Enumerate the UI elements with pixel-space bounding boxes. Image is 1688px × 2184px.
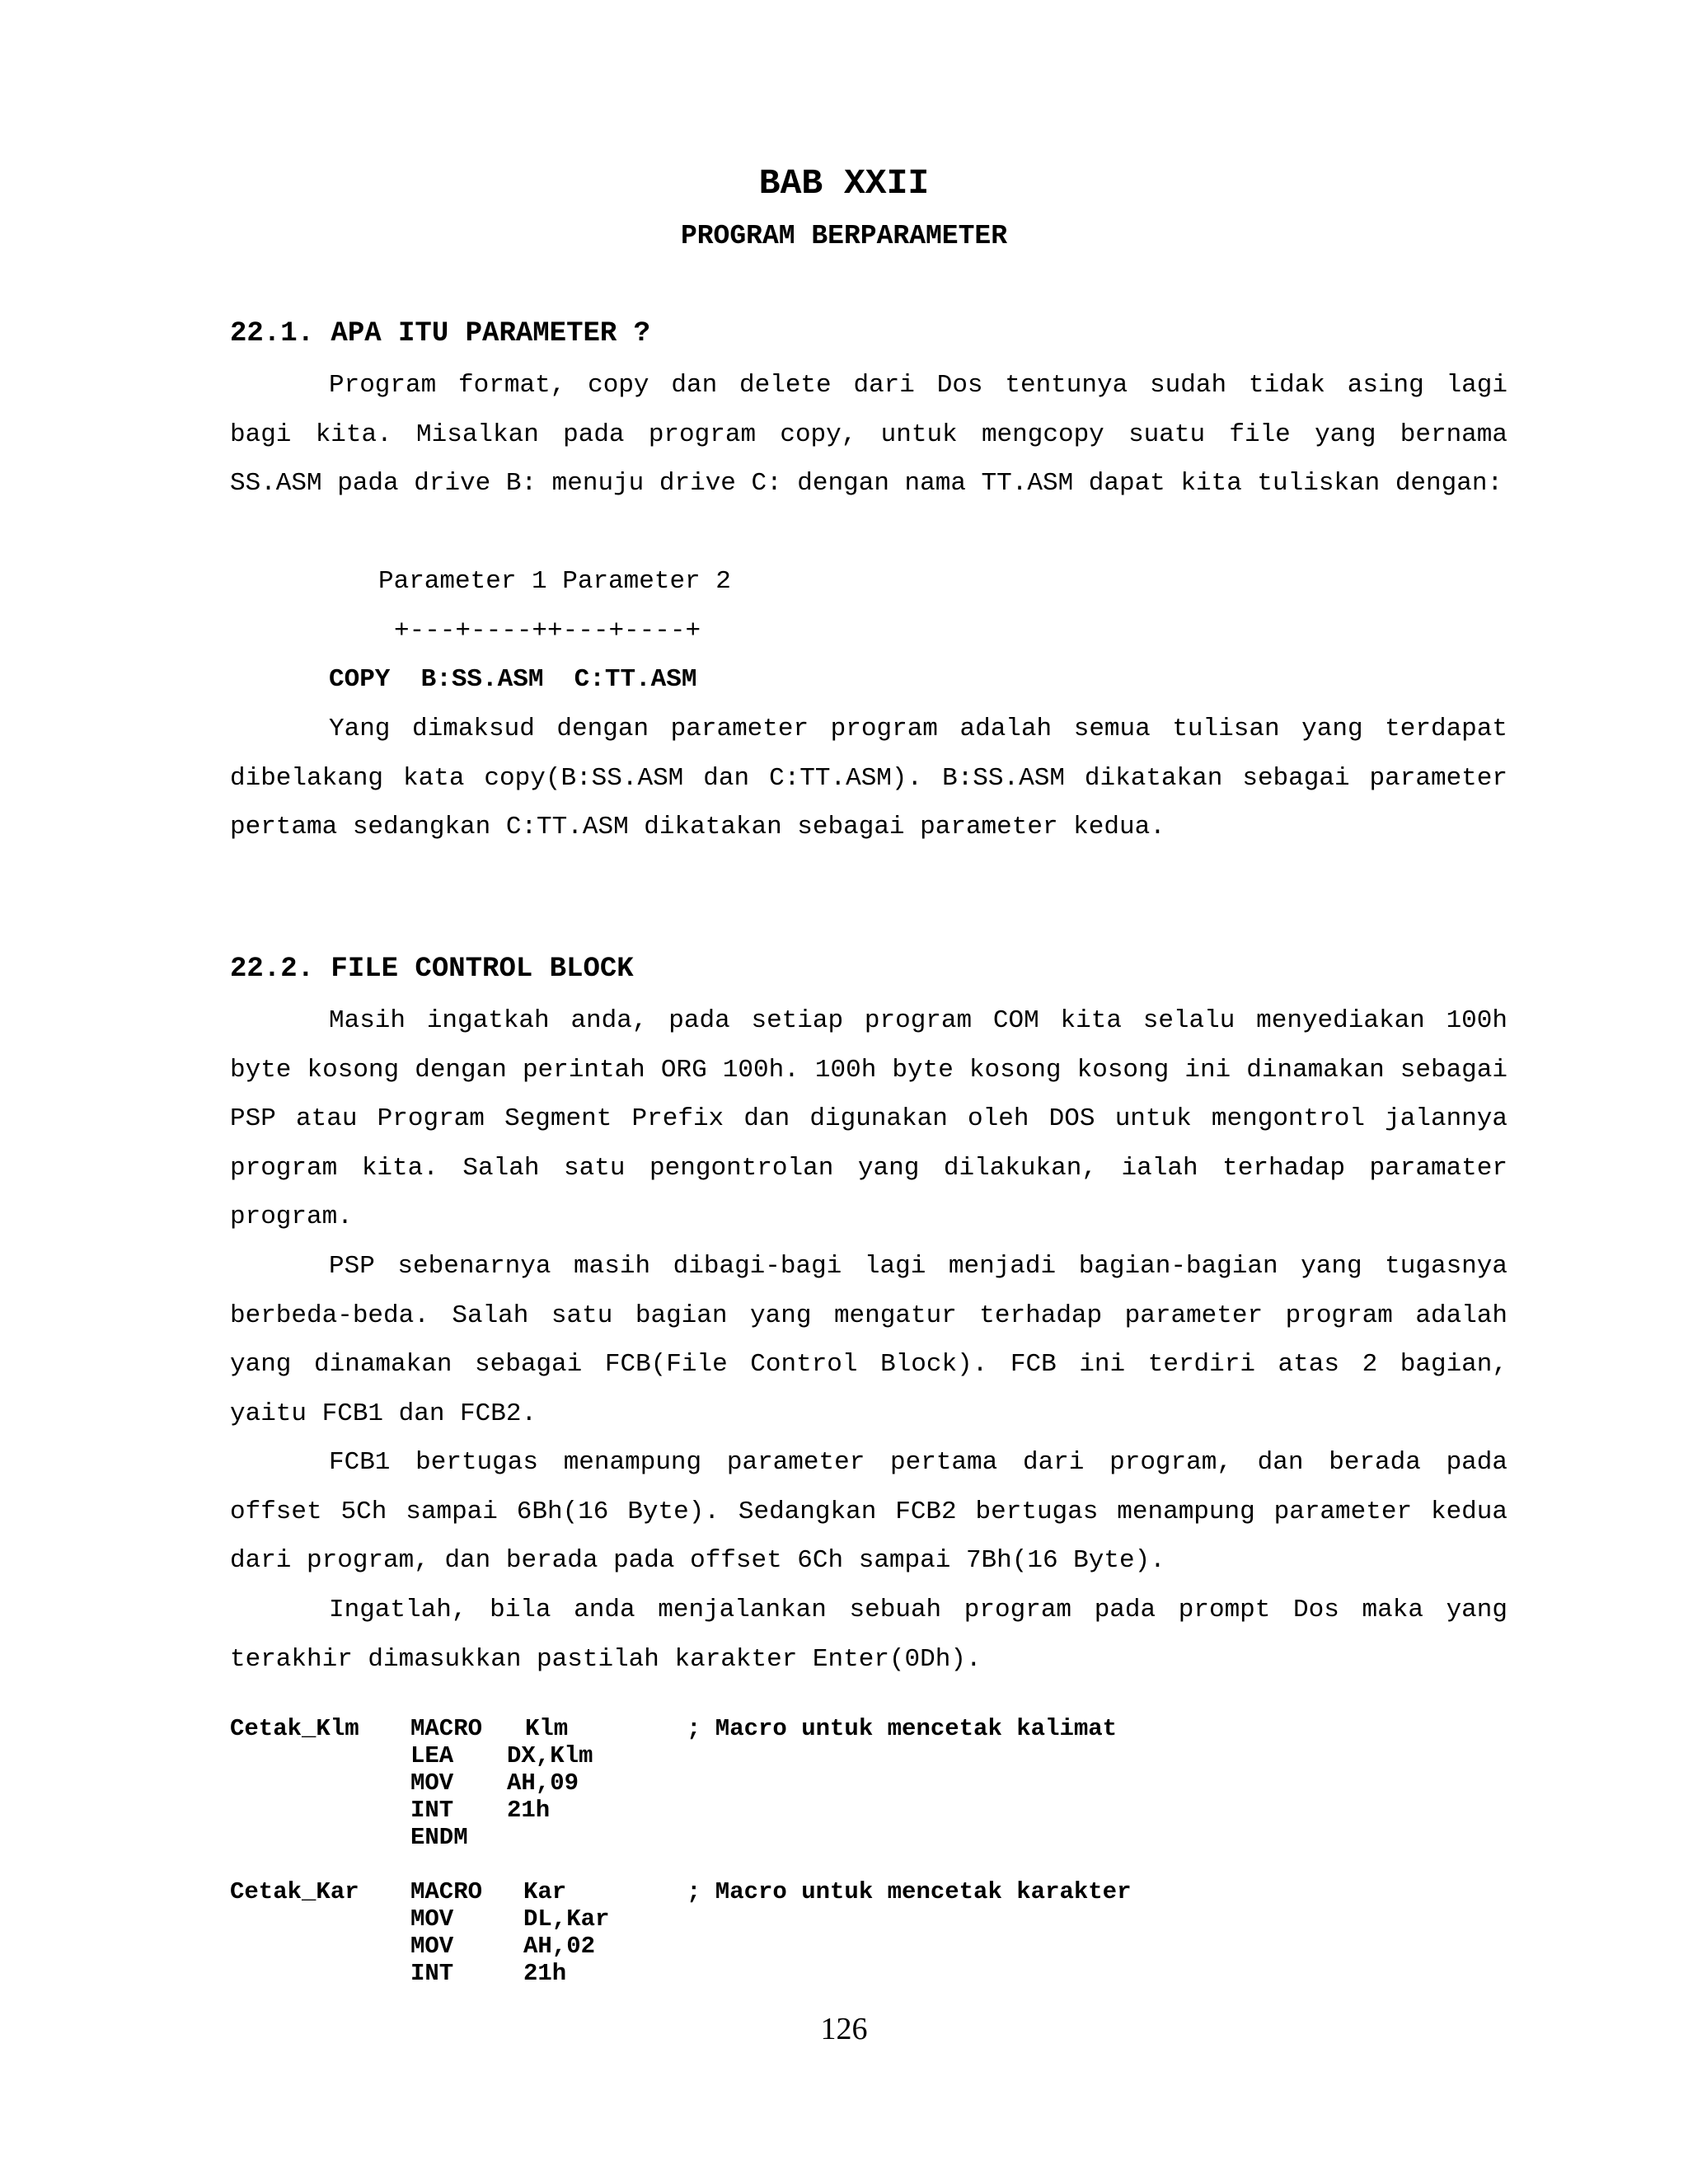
- code-arg: 21h: [507, 1797, 551, 1824]
- section-heading-22-2: 22.2. FILE CONTROL BLOCK: [230, 954, 634, 985]
- parameter-brackets: +---+----++---+----+: [394, 616, 701, 645]
- code-arg: DX,Klm: [507, 1742, 593, 1769]
- paragraph-enter-char: Ingatlah, bila anda menjalankan sebuah program pada prompt Dos maka yang terakhir dimasukkan pastilah karakter Enter(0Dh).: [230, 1596, 1507, 1674]
- macro-label: Cetak_Klm: [230, 1715, 359, 1742]
- parameter-labels: Parameter 1 Parameter 2: [378, 567, 731, 596]
- code-arg: 21h: [523, 1960, 567, 1987]
- code-op: INT: [410, 1960, 454, 1987]
- paragraph-psp-parts: PSP sebenarnya masih dibagi-bagi lagi menjadi bagian-bagian yang tugasnya berbeda-beda. Salah satu bagian yang mengatur terhadap parameter program adalah yang dinamakan sebagai FCB(File Control Block). FCB ini terdiri atas 2 bagian, yaitu FCB1 dan FCB2.: [230, 1252, 1507, 1428]
- code-op: MOV: [410, 1769, 454, 1797]
- code-arg: Kar: [523, 1878, 567, 1905]
- paragraph-fcb-offsets: FCB1 bertugas menampung parameter pertama dari program, dan berada pada offset 5Ch sampai 6Bh(16 Byte). Sedangkan FCB2 bertugas menampung parameter kedua dari program, dan berada pada offset 6Ch sampai 7Bh(16 Byte).: [230, 1448, 1507, 1576]
- code-op: MACRO: [410, 1878, 483, 1905]
- section-heading-22-1: 22.1. APA ITU PARAMETER ?: [230, 318, 651, 349]
- copy-command-example: COPY B:SS.ASM C:TT.ASM: [329, 665, 697, 694]
- code-op: MACRO: [410, 1715, 483, 1742]
- code-arg: AH,02: [523, 1933, 596, 1960]
- paragraph-parameter-definition: Yang dimaksud dengan parameter program adalah semua tulisan yang terdapat dibelakang kata copy(B:SS.ASM dan C:TT.ASM). B:SS.ASM dikatakan sebagai parameter pertama sedangkan C:TT.ASM dikatakan sebagai parameter kedua.: [230, 715, 1507, 842]
- code-arg: DL,Kar: [523, 1905, 610, 1933]
- code-comment: ; Macro untuk mencetak karakter: [687, 1878, 1132, 1905]
- code-op: LEA: [410, 1742, 454, 1769]
- paragraph-psp-intro: Masih ingatkah anda, pada setiap program COM kita selalu menyediakan 100h byte kosong dengan perintah ORG 100h. 100h byte kosong kosong ini dinamakan sebagai PSP atau Program Segment Prefix dan digunakan oleh DOS untuk mengontrol jalannya program kita. Salah satu pengontrolan yang dilakukan, ialah terhadap paramater program.: [230, 1006, 1507, 1232]
- chapter-subtitle: PROGRAM BERPARAMETER: [680, 221, 1008, 251]
- code-comment: ; Macro untuk mencetak kalimat: [687, 1715, 1118, 1742]
- code-arg: AH,09: [507, 1769, 579, 1797]
- code-op: MOV: [410, 1933, 454, 1960]
- code-op: MOV: [410, 1905, 454, 1933]
- code-arg: Klm: [525, 1715, 569, 1742]
- code-op: INT: [410, 1797, 454, 1824]
- macro-label: Cetak_Kar: [230, 1878, 359, 1905]
- paragraph-parameter-intro: Program format, copy dan delete dari Dos tentunya sudah tidak asing lagi bagi kita. Misalkan pada program copy, untuk mengcopy suatu file yang bernama SS.ASM pada drive B: menuju drive C: dengan nama TT.ASM dapat kita tuliskan dengan:: [230, 371, 1507, 499]
- chapter-title: BAB XXII: [758, 163, 930, 204]
- code-op: ENDM: [410, 1824, 468, 1851]
- page-number: 126: [820, 2012, 868, 2046]
